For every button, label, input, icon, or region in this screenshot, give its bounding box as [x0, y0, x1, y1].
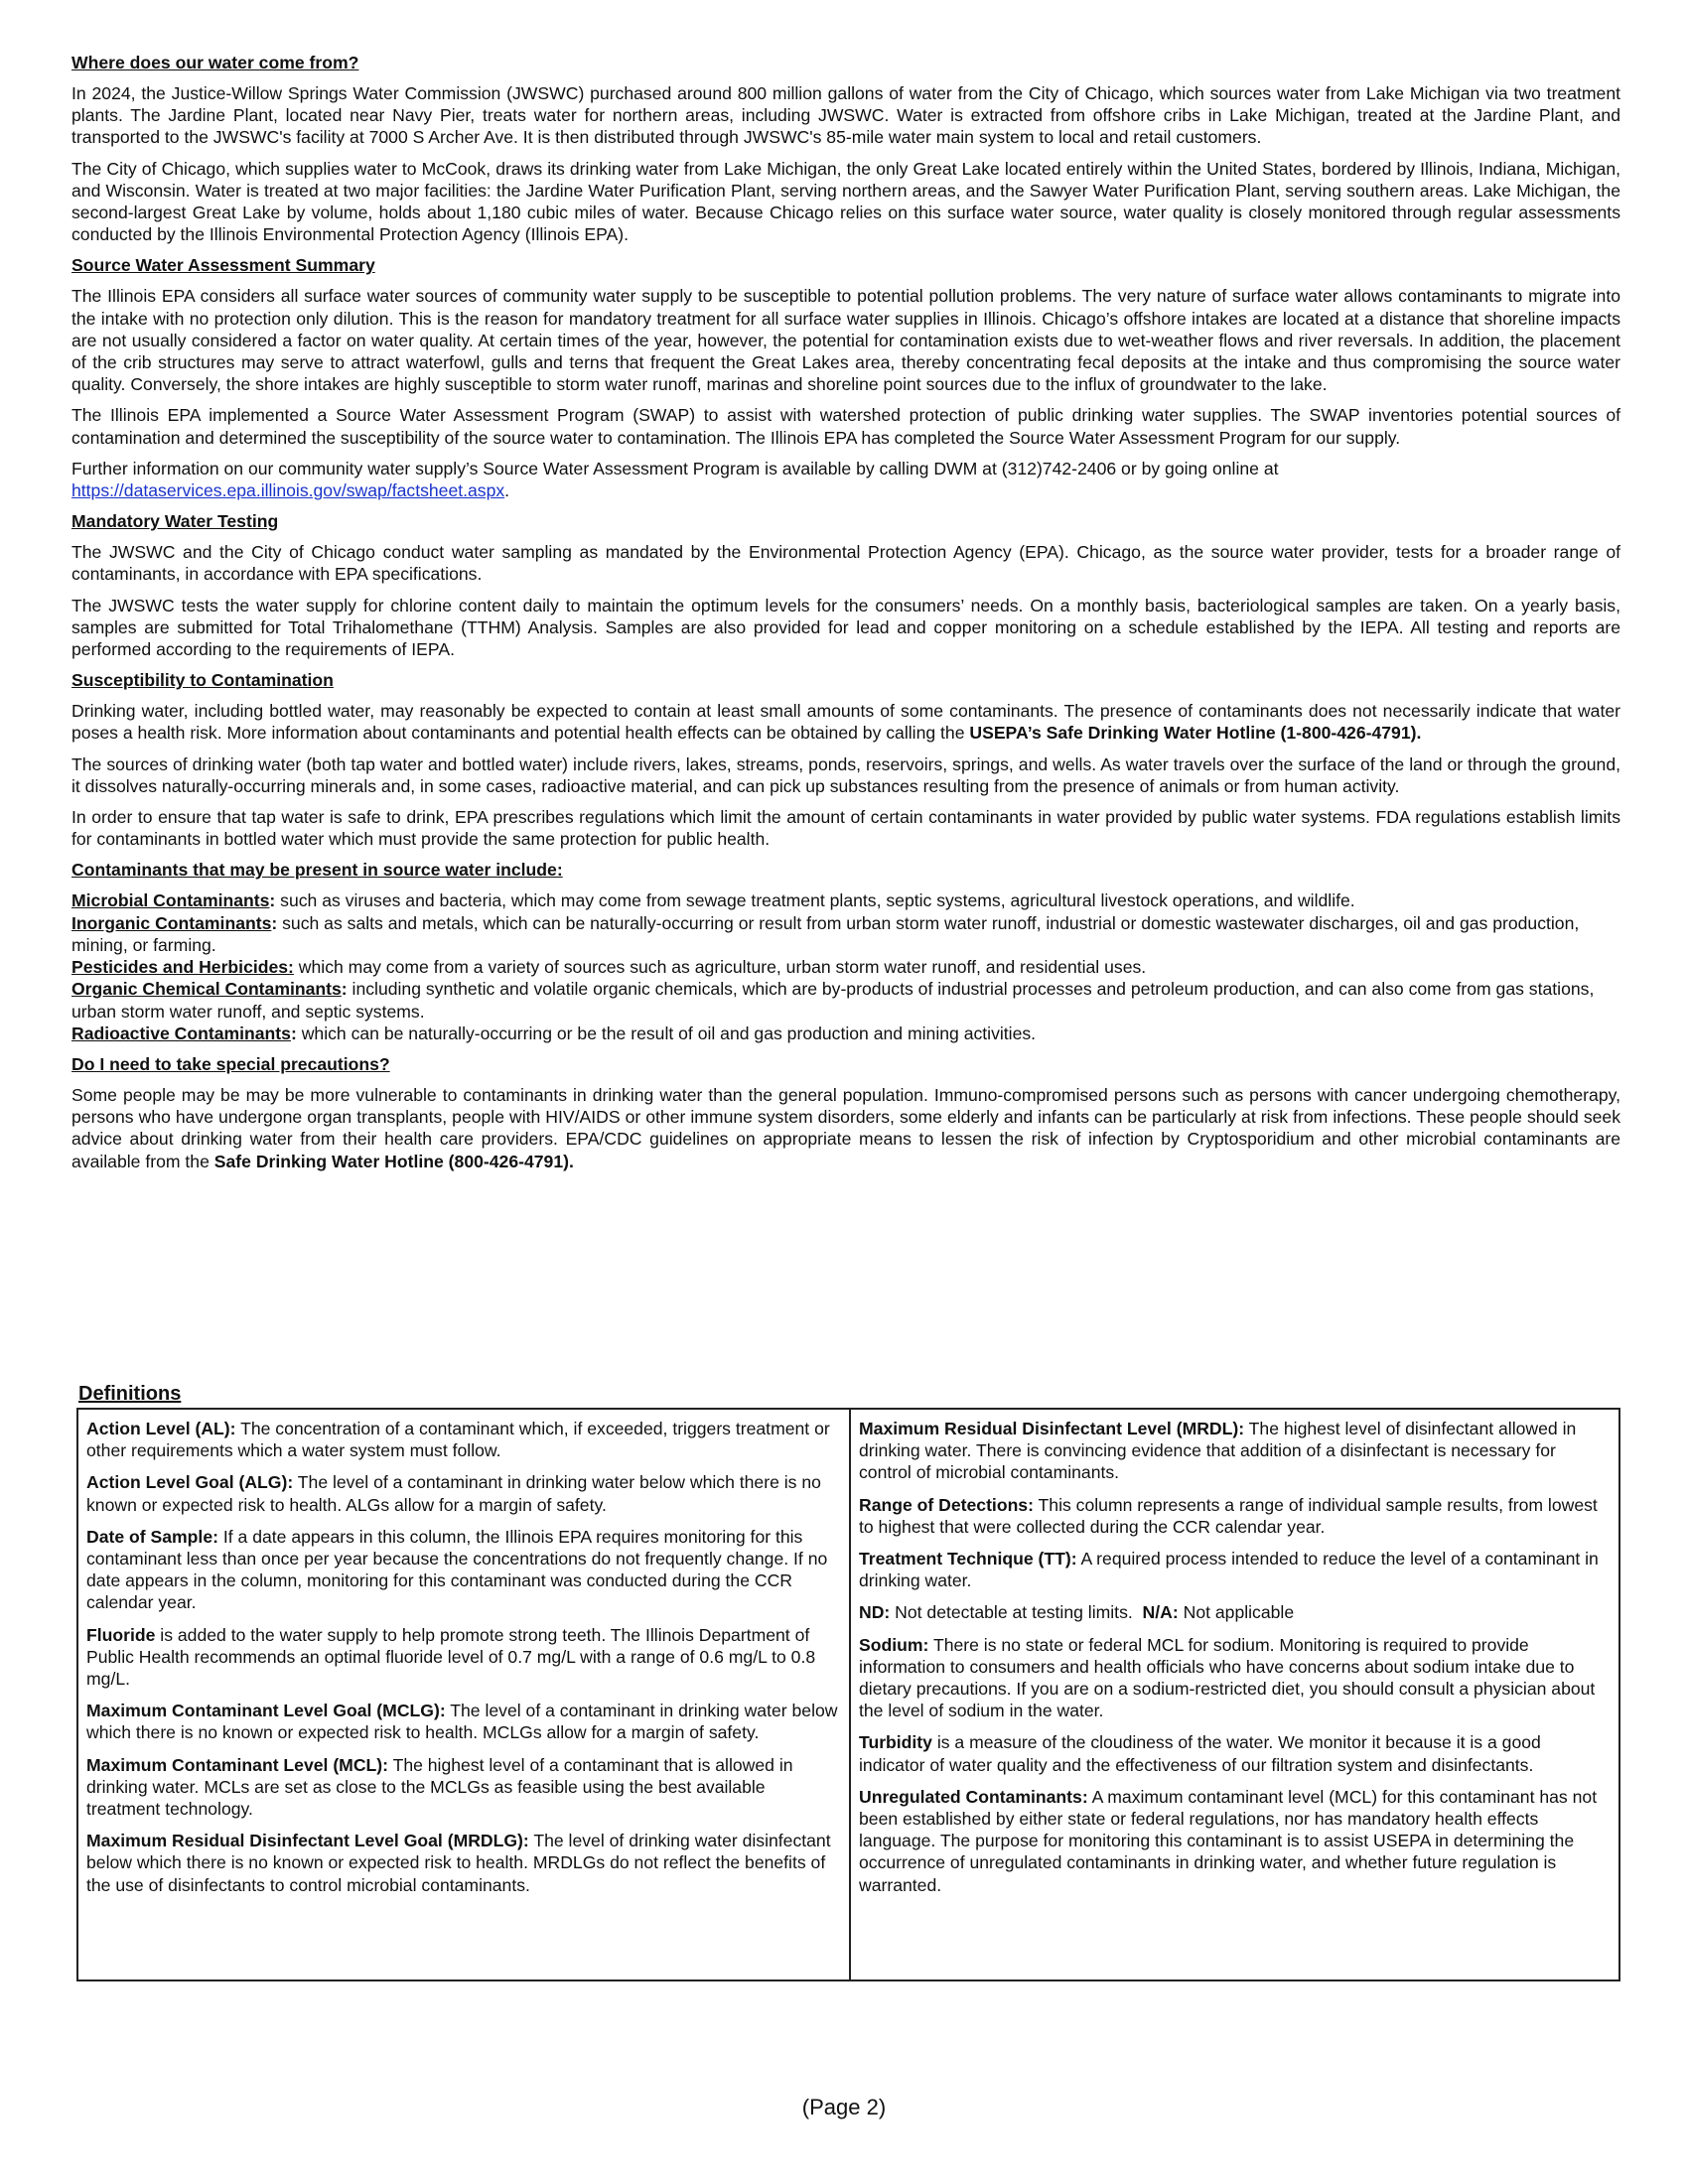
definition-item [859, 1601, 1611, 1623]
paragraph-swap-info [71, 458, 1620, 501]
heading-water-source: Where does our water come from? [71, 53, 359, 72]
paragraph-precautions [71, 1084, 1620, 1172]
definition-term: ND: [859, 1602, 891, 1623]
contaminant-term: Radioactive Contaminants [71, 1023, 291, 1043]
document-body [71, 52, 1620, 1181]
heading-swa-summary: Source Water Assessment Summary [71, 255, 375, 276]
definition-text: This column represents a range of individual sample results, from lowest to highest that were collected during the CCR calendar year. [859, 1494, 1598, 1537]
contaminant-sep: : [341, 979, 348, 1000]
contaminant-sep: : [271, 912, 278, 933]
definitions-right-column [851, 1410, 1618, 1979]
definition-text: The highest level of a contaminant that is allowed in drinking water. MCLs are set as close to the MCLGs as feasible using the best available treatment technology. [86, 1754, 793, 1820]
definition-term: Range of Detections: [859, 1494, 1034, 1515]
definition-term: Date of Sample: [86, 1526, 218, 1547]
definition-text: A maximum contaminant level (MCL) for this contaminant has not been established by either state or federal regulations, nor has mandatory health effects language. The purpose for monitoring this contaminant is to assist USEPA in determining the occurrence of unregulated contaminants in drinking water, and whether future regulation is warranted. [859, 1786, 1598, 1895]
contaminant-item [71, 956, 1620, 978]
definition-text: The highest level of disinfectant allowed in drinking water. There is convincing evidence that addition of a disinfectant is necessary for control of microbial contaminants. [859, 1419, 1577, 1483]
contaminant-text: which can be naturally-occurring or be the result of oil and gas production and mining activities. [296, 1023, 1037, 1043]
definition-text: Not applicable [1178, 1602, 1295, 1623]
definition-text: is a measure of the cloudiness of the water. We monitor it because it is a good indicator of water quality and the effectiveness of our filtration system and disinfectants. [859, 1732, 1541, 1775]
contaminant-list [71, 889, 1620, 1043]
definition-item [859, 1418, 1611, 1484]
paragraph-text: Further information on our community water supply’s Source Water Assessment Program is available by calling DWM at (312)742-2406 or by going online at [71, 458, 1279, 478]
definition-text: The level of a contaminant in drinking water below which there is no known or expected risk to health. MCLGs allow for a margin of safety. [86, 1701, 838, 1743]
definition-item [859, 1548, 1611, 1591]
definitions-left-column [78, 1410, 851, 1979]
definitions-title: Definitions [78, 1383, 182, 1405]
definition-text: There is no state or federal MCL for sodium. Monitoring is required to provide information to consumers and health officials who have concerns about sodium intake due to dietary precautions. If you are on a sodium-restricted diet, you should consult a physician about the level of sodium in the water. [859, 1634, 1596, 1721]
paragraph: The Illinois EPA implemented a Source Water Assessment Program (SWAP) to assist with watershed protection of public drinking water supplies. The SWAP inventories potential sources of contamination and determined the susceptibility of the source water to contamination. The Illinois EPA has completed the Source Water Assessment Program for our supply. [71, 405, 1620, 448]
contaminant-term: Organic Chemical Contaminants [71, 979, 342, 1000]
definition-item [859, 1494, 1611, 1538]
definition-item [86, 1754, 841, 1821]
paragraph-text: Drinking water, including bottled water, may reasonably be expected to contain at least small amounts of some contaminants. The presence of contaminants does not necessarily indicate that water poses a health risk. More information about contaminants and potential health effects can be obtained by calling the [71, 701, 1620, 744]
definition-term: Maximum Residual Disinfectant Level (MRDL): [859, 1419, 1245, 1438]
hotline-text: USEPA’s Safe Drinking Water Hotline (1-800-426-4791). [969, 723, 1422, 744]
contaminant-term: Inorganic Contaminants [71, 912, 272, 933]
heading-susceptibility: Susceptibility to Contamination [71, 670, 334, 691]
heading-mandatory-testing: Mandatory Water Testing [71, 511, 279, 532]
definition-text: is added to the water supply to help promote strong teeth. The Illinois Department of Public Health recommends an optimal fluoride level of 0.7 mg/L with a range of 0.6 mg/L to 0.8 mg/L. [86, 1624, 816, 1690]
definition-item [86, 1624, 841, 1691]
hotline-text: Safe Drinking Water Hotline (800-426-4791). [213, 1151, 574, 1171]
definition-text: The level of a contaminant in drinking water below which there is no known or expected risk to health. ALGs allow for a margin of safety. [86, 1472, 821, 1515]
definitions-box [76, 1408, 1620, 1981]
definition-text: A required process intended to reduce the level of a contaminant in drinking water. [859, 1549, 1599, 1591]
contaminant-text: such as viruses and bacteria, which may come from sewage treatment plants, septic systems, agricultural livestock operations, and wildlife. [275, 890, 1355, 911]
definition-term: Unregulated Contaminants: [859, 1786, 1088, 1807]
definition-text: The level of drinking water disinfectant below which there is no known or expected risk to health. MRDLGs do not reflect the benefits of the use of disinfectants to control microbial contaminants. [86, 1831, 831, 1895]
definition-item [86, 1700, 841, 1743]
contaminant-sep: : [290, 1023, 297, 1043]
contaminant-text: such as salts and metals, which can be naturally-occurring or result from urban storm water runoff, industrial or domestic wastewater discharges, oil and gas production, mining, or farming. [71, 912, 1580, 955]
contaminant-term: Pesticides and Herbicides: [71, 957, 294, 978]
paragraph-hotline [71, 700, 1620, 744]
contaminant-sep: : [269, 890, 276, 911]
contaminant-term: Microbial Contaminants [71, 890, 270, 911]
definition-item [86, 1418, 841, 1461]
definition-item [859, 1731, 1611, 1775]
definition-text: If a date appears in this column, the Illinois EPA requires monitoring for this contaminant less than once per year because the concentrations do not frequently change. If no date appears in the column, monitoring for this contaminant was conducted during the CCR calendar year. [86, 1526, 828, 1613]
definition-term: Sodium: [859, 1634, 929, 1655]
definition-term: Action Level (AL): [86, 1419, 236, 1438]
definition-item [86, 1526, 841, 1614]
definition-term: Maximum Residual Disinfectant Level Goal (MRDLG): [86, 1831, 529, 1851]
paragraph: The sources of drinking water (both tap water and bottled water) include rivers, lakes, streams, ponds, reservoirs, springs, and wells. As water travels over the surface of the land or through the ground, it dissolves naturally-occurring minerals and, in some cases, radioactive material, and can pick up substances resulting from the presence of animals or from human activity. [71, 753, 1620, 796]
paragraph-text: Some people may be may be more vulnerable to contaminants in drinking water than the general population. Immuno-compromised persons such as persons with cancer undergoing chemotherapy, persons who have undergone organ transplants, people with HIV/AIDS or other immune system disorders, some elderly and infants can be particularly at risk from infections. These people should seek advice about drinking water from their health care providers. EPA/CDC guidelines on appropriate means to lessen the risk of infection by Cryptosporidium and other microbial contaminants are available from the [71, 1084, 1620, 1171]
contaminant-item [71, 978, 1620, 1022]
definition-term: Fluoride [86, 1624, 156, 1645]
definition-term: Action Level Goal (ALG): [86, 1472, 294, 1493]
paragraph: The Illinois EPA considers all surface water sources of community water supply to be susceptible to potential pollution problems. The very nature of surface water allows contaminants to migrate into the intake with no protection only dilution. This is the reason for mandatory treatment for all surface water supplies in Illinois. Chicago’s offshore intakes are located at a distance that shoreline impacts are not usually considered a factor on water quality. At certain times of the year, however, the potential for contamination exists due to wet-weather flows and river reversals. In addition, the placement of the crib structures may serve to attract waterfowl, gulls and terns that frequent the Great Lakes area, thereby concentrating fecal deposits at the intake and thus compromising the source water quality. Conversely, the shore intakes are highly susceptible to storm water runoff, marinas and shoreline point sources due to the influx of groundwater to the lake. [71, 286, 1620, 395]
definition-text: The concentration of a contaminant which, if exceeded, triggers treatment or other requirements which a water system must follow. [86, 1419, 830, 1461]
contaminant-item [71, 1023, 1620, 1044]
definition-item [859, 1786, 1611, 1896]
definition-term: Maximum Contaminant Level Goal (MCLG): [86, 1701, 446, 1721]
definition-term: N/A: [1142, 1602, 1179, 1623]
paragraph: The JWSWC tests the water supply for chlorine content daily to maintain the optimum levels for the consumers’ needs. On a monthly basis, bacteriological samples are taken. On a yearly basis, samples are submitted for Total Trihalomethane (TTHM) Analysis. Samples are also provided for lead and copper monitoring on a schedule established by the IEPA. All testing and reports are performed according to the requirements of IEPA. [71, 595, 1620, 660]
page-number: (Page 2) [801, 2095, 887, 2119]
definition-item [86, 1830, 841, 1896]
definition-term: Maximum Contaminant Level (MCL): [86, 1754, 388, 1775]
definition-item [859, 1634, 1611, 1722]
contaminant-text: including synthetic and volatile organic chemicals, which are by-products of industrial processes and petroleum production, and can also come from gas stations, urban storm water runoff, and septic systems. [71, 979, 1595, 1022]
paragraph: The JWSWC and the City of Chicago conduct water sampling as mandated by the Environmental Protection Agency (EPA). Chicago, as the source water provider, tests for a broader range of contaminants, in accordance with EPA specifications. [71, 542, 1620, 585]
definition-text: Not detectable at testing limits. [890, 1602, 1143, 1623]
definition-term: Treatment Technique (TT): [859, 1549, 1077, 1570]
paragraph: In order to ensure that tap water is safe to drink, EPA prescribes regulations which limit the amount of certain contaminants in water provided by public water systems. FDA regulations establish limits for contaminants in bottled water which must provide the same protection for public health. [71, 807, 1620, 850]
paragraph: The City of Chicago, which supplies water to McCook, draws its drinking water from Lake Michigan, the only Great Lake located entirely within the United States, bordered by Illinois, Indiana, Michigan, and Wisconsin. Water is treated at two major facilities: the Jardine Water Purification Plant, serving northern areas, and the Sawyer Water Purification Plant, serving southern areas. Lake Michigan, the second-largest Great Lake by volume, holds about 1,180 cubic miles of water. Because Chicago relies on this surface water source, water quality is closely monitored through regular assessments conducted by the Illinois Environmental Protection Agency (Illinois EPA). [71, 158, 1620, 245]
contaminant-text: which may come from a variety of sources such as agriculture, urban storm water runoff, and residential uses. [293, 957, 1147, 978]
paragraph-end: . [504, 480, 510, 501]
definition-term: Turbidity [859, 1732, 932, 1753]
swap-factsheet-link[interactable]: https://dataservices.epa.illinois.gov/swap/factsheet.aspx [71, 480, 505, 501]
contaminant-item [71, 912, 1620, 956]
paragraph: In 2024, the Justice-Willow Springs Water Commission (JWSWC) purchased around 800 million gallons of water from the City of Chicago, which sources water from Lake Michigan via two treatment plants. The Jardine Plant, located near Navy Pier, treats water for northern areas, including JWSWC. Water is extracted from offshore cribs in Lake Michigan, treated at the Jardine Plant, and transported to the JWSWC's facility at 7000 S Archer Ave. It is then distributed through JWSWC's 85-mile water main system to local and retail customers. [71, 83, 1620, 148]
heading-precautions: Do I need to take special precautions? [71, 1053, 390, 1074]
contaminant-item [71, 889, 1620, 911]
heading-contaminants: Contaminants that may be present in source water include: [71, 860, 563, 881]
definition-item [86, 1471, 841, 1515]
